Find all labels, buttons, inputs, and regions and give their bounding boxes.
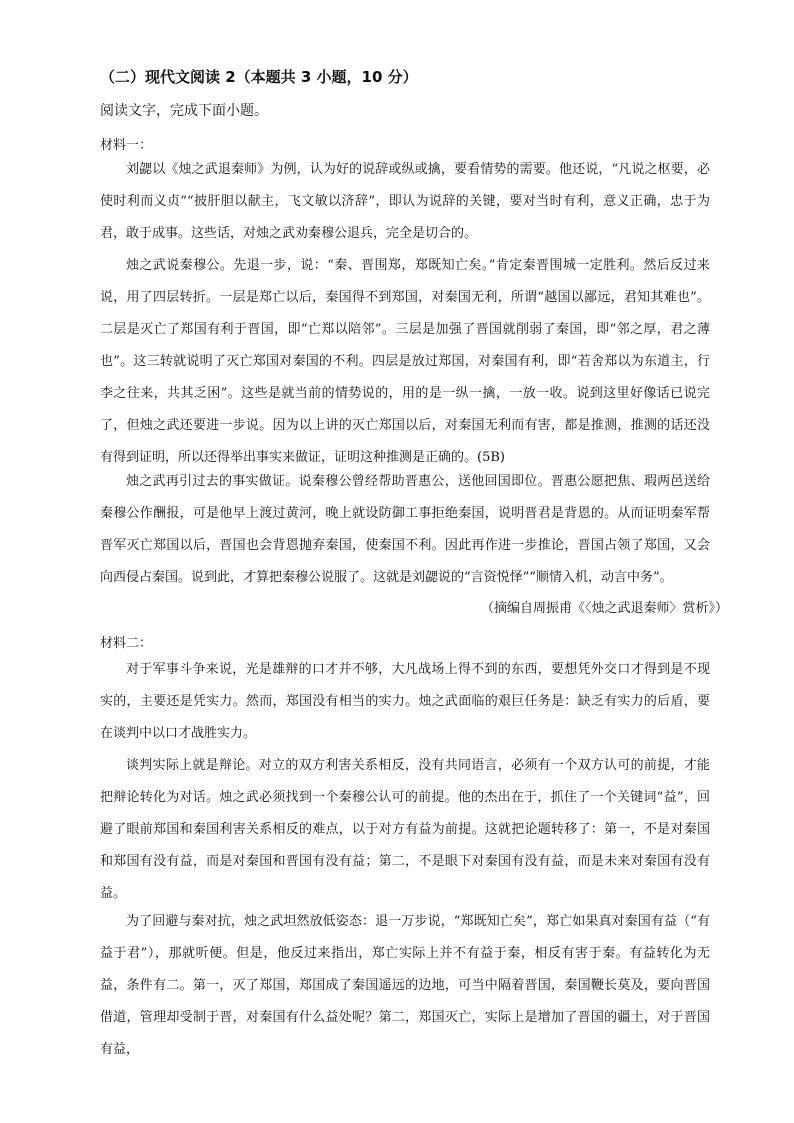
instruction-text: 阅读文字，完成下面小题。 bbox=[100, 103, 268, 119]
material-one-paragraph: 烛之武说秦穆公。先退一步，说：“秦、晋围郑，郑既知亡矣。”肯定秦晋围城一定胜利。然后反过来说，用了四层转折。一层是郑亡以后，秦国得不到郑国，对秦国无利，所谓“越国以鄙远，君知其难也”。二层是灭亡了郑国有利于晋国，即“亡郑以陪邻”。三层是加强了晋国就削弱了秦国，即“邻之厚，君之薄也”。这三转就说明了灭亡郑国对秦国的不利。四层是放过郑国，对秦国有利，即“若舍郑以为东道主，行李之往来，共其乏困”。这些是就当前的情势说的，用的是一纵一擒，一放一收。说到这里好像话已说完了，但烛之武还要进一步说。因为以上讲的灭亡郑国以后，对秦国无利而有害，都是推测，推测的话还没有得到证明，所以还得举出事实来做证，证明这种推测是正确的。(5B) bbox=[100, 258, 710, 465]
material-one-label: 材料一： bbox=[100, 138, 153, 153]
source-citation: （摘编自周振甫《〈烛之武退秦师〉赏析》） bbox=[480, 601, 728, 616]
material-one-paragraph: 刘勰以《烛之武退秦师》为例，认为好的说辞或纵或擒，要看情势的需要。他还说，“凡说之枢要，必使时利而义贞”“披肝胆以献主，飞文敏以济辞”，即认为说辞的关键，要对当时有利，意义正确，忠于为君，敢于成事。这些话，对烛之武劝秦穆公退兵，完全是切合的。 bbox=[100, 162, 710, 241]
section-title: （二）现代文阅读 2（本题共 3 小题，10 分） bbox=[100, 68, 418, 86]
material-two-paragraph: 对于军事斗争来说，光是雄辩的口才并不够，大凡战场上得不到的东西，要想凭外交口才得到是不现实的，主要还是凭实力。然而，郑国没有相当的实力。烛之武面临的艰巨任务是：缺乏有实力的后盾，要在谈判中以口才战胜实力。 bbox=[100, 662, 710, 741]
material-two-label: 材料二： bbox=[100, 636, 153, 651]
material-one-paragraph: 烛之武再引过去的事实做证。说秦穆公曾经帮助晋惠公，送他回国即位。晋惠公愿把焦、瑕两邑送给秦穆公作酬报，可是他早上渡过黄河，晚上就设防御工事拒绝秦国，说明晋君是背恩的。从而证明秦军帮晋军灭亡郑国以后，晋国也会背恩抛弃秦国，使秦国不利。因此再作进一步推论，晋国占领了郑国，又会向西侵占秦国。说到此，才算把秦穆公说服了。这就是刘勰说的“言资悦怿”“顺情入机，动言中务”。 bbox=[100, 474, 710, 585]
material-two-paragraph: 谈判实际上就是辩论。对立的双方利害关系相反，没有共同语言，必须有一个双方认可的前提，才能把辩论转化为对话。烛之武必须找到一个秦穆公认可的前提。他的杰出在于，抓住了一个关键词“益”，回避了眼前郑国和秦国利害关系相反的难点，以于对方有益为前提。这就把论题转移了：第一，不是对秦国和郑国有没有益，而是对秦国和晋国有没有益；第二，不是眼下对秦国有没有益，而是未来对秦国有没有益。 bbox=[100, 758, 710, 901]
material-two-paragraph: 为了回避与秦对抗，烛之武坦然放低姿态：退一万步说，“郑既知亡矣”，郑亡如果真对秦国有益（“有益于君”），那就听便。但是，他反过来指出，郑亡实际上并不有益于秦，相反有害于秦。有益转化为无益，条件有二。第一，灭了郑国，郑国成了秦国遥远的边地，可当中隔着晋国，秦国鞭长莫及，要向晋国借道，管理却受制于晋，对秦国有什么益处呢？第二，郑国灭亡，实际上是增加了晋国的疆土，对于晋国有益， bbox=[100, 914, 710, 1057]
